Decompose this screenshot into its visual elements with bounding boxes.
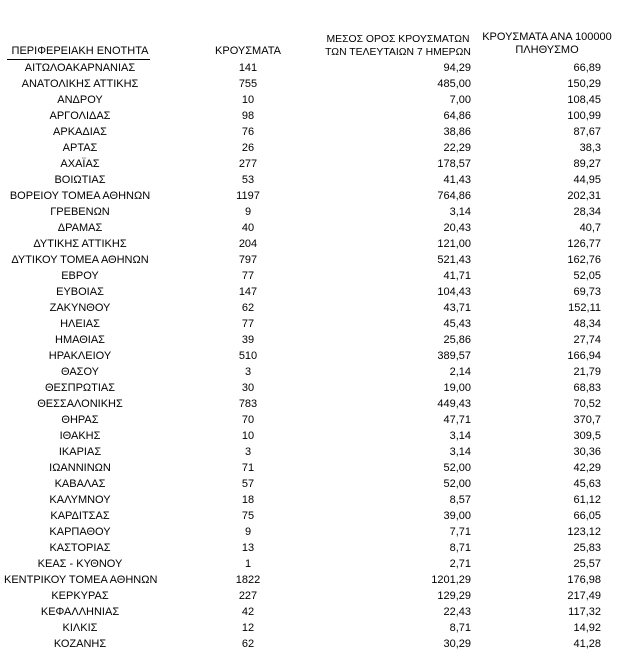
cell-regional-unit: ΚΕΦΑΛΛΗΝΙΑΣ <box>40 606 120 618</box>
cell-7day-average: 485,00 <box>437 78 471 90</box>
table-row <box>0 476 622 492</box>
table-row <box>0 124 622 140</box>
cell-cases-per-100000: 45,63 <box>573 478 601 490</box>
cell-regional-unit: ΒΟΙΩΤΙΑΣ <box>54 174 106 186</box>
cell-cases: 70 <box>241 414 255 426</box>
cell-7day-average: 8,71 <box>449 622 471 634</box>
cell-7day-average: 7,71 <box>449 526 471 538</box>
table-row <box>0 92 622 108</box>
table-row <box>0 76 622 92</box>
cell-cases-per-100000: 27,74 <box>573 334 601 346</box>
cell-cases-per-100000: 87,67 <box>573 126 601 138</box>
cell-7day-average: 30,29 <box>443 638 471 650</box>
cell-7day-average: 129,29 <box>437 590 471 602</box>
cell-cases: 510 <box>238 350 258 362</box>
table-row <box>0 460 622 476</box>
table-row <box>0 268 622 284</box>
cell-regional-unit: ΑΡΤΑΣ <box>62 142 98 154</box>
cell-cases-per-100000: 52,05 <box>573 270 601 282</box>
cell-cases-per-100000: 100,99 <box>567 110 601 122</box>
cell-7day-average: 25,86 <box>443 334 471 346</box>
cell-cases: 77 <box>241 270 255 282</box>
cell-7day-average: 1201,29 <box>431 574 471 586</box>
cell-regional-unit: ΚΑΣΤΟΡΙΑΣ <box>49 542 111 554</box>
cell-regional-unit: ΗΛΕΙΑΣ <box>60 318 100 330</box>
cell-cases: 98 <box>241 110 255 122</box>
cell-regional-unit: ΘΗΡΑΣ <box>61 414 99 426</box>
header-cases-per-100000 <box>470 31 622 57</box>
table-row <box>0 348 622 364</box>
cell-cases: 18 <box>241 494 255 506</box>
cell-cases: 13 <box>241 542 255 554</box>
cell-cases-per-100000: 61,12 <box>573 494 601 506</box>
cell-regional-unit: ΑΝΔΡΟΥ <box>57 94 103 106</box>
cell-cases-per-100000: 38,3 <box>579 142 601 154</box>
header-cases <box>206 45 290 58</box>
table-row <box>0 236 622 252</box>
header-cases-text: ΚΡΟΥΣΜΑΤΑ <box>215 45 281 57</box>
cell-cases-per-100000: 370,7 <box>573 414 601 426</box>
cell-cases: 3 <box>244 366 252 378</box>
cell-7day-average: 43,71 <box>443 302 471 314</box>
cell-regional-unit: ΑΡΚΑΔΙΑΣ <box>53 126 107 138</box>
header-7day-average-line2: ΤΩΝ ΤΕΛΕΥΤΑΙΩΝ 7 ΗΜΕΡΩΝ <box>325 47 471 58</box>
cell-cases: 40 <box>241 222 255 234</box>
cell-cases: 277 <box>238 158 258 170</box>
table-row <box>0 604 622 620</box>
cell-regional-unit: ΖΑΚΥΝΘΟΥ <box>49 302 111 314</box>
cell-cases-per-100000: 202,31 <box>567 190 601 202</box>
cell-7day-average: 3,14 <box>449 446 471 458</box>
cell-cases: 141 <box>238 62 258 74</box>
cell-cases: 42 <box>241 606 255 618</box>
cell-cases: 71 <box>241 462 255 474</box>
header-7day-average <box>316 33 480 59</box>
cell-regional-unit: ΙΚΑΡΙΑΣ <box>58 446 102 458</box>
cell-cases: 1197 <box>236 190 260 202</box>
cell-cases-per-100000: 150,29 <box>567 78 601 90</box>
cell-regional-unit: ΑΡΓΟΛΙΔΑΣ <box>49 110 111 122</box>
table-row <box>0 364 622 380</box>
table-row <box>0 444 622 460</box>
table-row <box>0 636 622 652</box>
cell-cases: 9 <box>244 206 252 218</box>
cell-cases-per-100000: 28,34 <box>573 206 601 218</box>
cell-cases-per-100000: 162,76 <box>567 254 601 266</box>
cell-7day-average: 94,29 <box>443 62 471 74</box>
cell-cases-per-100000: 25,57 <box>573 558 601 570</box>
table-row <box>0 380 622 396</box>
cell-7day-average: 8,71 <box>449 542 471 554</box>
cell-regional-unit: ΒΟΡΕΙΟΥ ΤΟΜΕΑ ΑΘΗΝΩΝ <box>9 190 151 202</box>
cell-7day-average: 104,43 <box>437 286 471 298</box>
cell-cases-per-100000: 166,94 <box>567 350 601 362</box>
cell-7day-average: 20,43 <box>443 222 471 234</box>
cell-7day-average: 45,43 <box>443 318 471 330</box>
cell-regional-unit: ΘΕΣΠΡΩΤΙΑΣ <box>44 382 116 394</box>
cell-cases-per-100000: 108,45 <box>567 94 601 106</box>
cell-regional-unit: ΘΑΣΟΥ <box>60 366 100 378</box>
cell-cases: 53 <box>241 174 255 186</box>
header-cases-per-100000-line1: ΚΡΟΥΣΜΑΤΑ ΑΝΑ 100000 <box>482 31 612 43</box>
cell-cases-per-100000: 40,7 <box>579 222 601 234</box>
cell-regional-unit: ΙΘΑΚΗΣ <box>59 430 101 442</box>
cell-cases: 755 <box>238 78 258 90</box>
cell-cases: 26 <box>241 142 255 154</box>
cell-7day-average: 41,43 <box>443 174 471 186</box>
cell-7day-average: 389,57 <box>437 350 471 362</box>
cell-cases-per-100000: 70,52 <box>573 398 601 410</box>
cell-cases-per-100000: 68,83 <box>573 382 601 394</box>
table-row <box>0 428 622 444</box>
cell-regional-unit: ΑΧΑΪΑΣ <box>60 158 100 170</box>
cell-cases: 1822 <box>235 574 261 586</box>
cell-cases-per-100000: 48,34 <box>573 318 601 330</box>
cell-7day-average: 2,14 <box>449 366 471 378</box>
cell-cases: 57 <box>241 478 255 490</box>
cell-cases: 75 <box>241 510 255 522</box>
cell-cases: 62 <box>241 638 255 650</box>
table-row <box>0 572 622 588</box>
cell-regional-unit: ΘΕΣΣΑΛΟΝΙΚΗΣ <box>37 398 123 410</box>
cell-cases-per-100000: 117,32 <box>568 606 601 618</box>
cell-cases-per-100000: 152,11 <box>568 302 601 314</box>
cell-cases-per-100000: 126,77 <box>567 238 601 250</box>
table-row <box>0 332 622 348</box>
table-row <box>0 284 622 300</box>
table-row <box>0 508 622 524</box>
cell-regional-unit: ΚΑΡΔΙΤΣΑΣ <box>50 510 110 522</box>
cell-regional-unit: ΚΙΛΚΙΣ <box>62 622 98 634</box>
cell-regional-unit: ΗΡΑΚΛΕΙΟΥ <box>48 350 112 362</box>
cell-cases: 10 <box>241 94 255 106</box>
cell-7day-average: 449,43 <box>437 398 471 410</box>
table-row <box>0 300 622 316</box>
table-row <box>0 524 622 540</box>
cell-cases-per-100000: 66,05 <box>573 510 601 522</box>
cell-cases-per-100000: 30,36 <box>573 446 601 458</box>
cell-cases: 1 <box>244 558 252 570</box>
header-cases-per-100000-line2: ΠΛΗΘΥΣΜΟ <box>515 44 579 56</box>
cell-cases-per-100000: 21,79 <box>573 366 601 378</box>
cell-cases-per-100000: 41,28 <box>573 638 601 650</box>
cell-cases: 227 <box>238 590 258 602</box>
cell-7day-average: 52,00 <box>443 462 471 474</box>
cell-7day-average: 64,86 <box>443 110 471 122</box>
cell-cases: 204 <box>238 238 258 250</box>
cell-7day-average: 47,71 <box>443 414 471 426</box>
cell-cases-per-100000: 66,89 <box>573 62 601 74</box>
table-row <box>0 188 622 204</box>
cell-7day-average: 41,71 <box>443 270 471 282</box>
table-body <box>0 60 622 652</box>
cell-regional-unit: ΗΜΑΘΙΑΣ <box>55 334 105 346</box>
cell-cases: 12 <box>241 622 255 634</box>
table-row <box>0 492 622 508</box>
cell-cases: 9 <box>244 526 252 538</box>
table-row <box>0 620 622 636</box>
cell-regional-unit: ΚΑΡΠΑΘΟΥ <box>49 526 111 538</box>
cell-cases: 77 <box>241 318 255 330</box>
cell-7day-average: 2,71 <box>449 558 471 570</box>
cell-regional-unit: ΚΕΑΣ - ΚΥΘΝΟΥ <box>37 558 123 570</box>
cell-cases-per-100000: 217,49 <box>567 590 601 602</box>
cell-cases-per-100000: 123,12 <box>567 526 601 538</box>
cell-7day-average: 52,00 <box>443 478 471 490</box>
cell-cases-per-100000: 14,92 <box>573 622 601 634</box>
cell-cases: 797 <box>238 254 258 266</box>
cell-cases-per-100000: 176,98 <box>567 574 601 586</box>
table-row <box>0 556 622 572</box>
cell-7day-average: 764,86 <box>437 190 471 202</box>
cell-7day-average: 39,00 <box>443 510 471 522</box>
header-regional-unit <box>4 45 156 58</box>
cell-cases-per-100000: 89,27 <box>573 158 601 170</box>
table-row <box>0 220 622 236</box>
cell-7day-average: 22,29 <box>443 142 471 154</box>
table-row <box>0 172 622 188</box>
cell-cases: 30 <box>241 382 255 394</box>
cell-regional-unit: ΚΕΡΚΥΡΑΣ <box>51 590 109 602</box>
cell-7day-average: 8,57 <box>449 494 471 506</box>
cell-cases: 62 <box>241 302 255 314</box>
table-row <box>0 540 622 556</box>
table-row <box>0 204 622 220</box>
cell-7day-average: 3,14 <box>449 206 471 218</box>
cell-regional-unit: ΕΥΒΟΙΑΣ <box>56 286 104 298</box>
cell-cases: 147 <box>238 286 258 298</box>
header-regional-unit-text: ΠΕΡΙΦΕΡΕΙΑΚΗ ΕΝΟΤΗΤΑ <box>11 45 149 57</box>
table-row <box>0 252 622 268</box>
cell-regional-unit: ΔΥΤΙΚΟΥ ΤΟΜΕΑ ΑΘΗΝΩΝ <box>11 254 149 266</box>
cell-cases-per-100000: 309,5 <box>573 430 601 442</box>
cell-7day-average: 178,57 <box>437 158 471 170</box>
cell-regional-unit: ΕΒΡΟΥ <box>61 270 99 282</box>
cell-7day-average: 3,14 <box>449 430 471 442</box>
header-7day-average-line1: ΜΕΣΟΣ ΟΡΟΣ ΚΡΟΥΣΜΑΤΩΝ <box>326 34 470 45</box>
cell-7day-average: 7,00 <box>449 94 471 106</box>
cell-regional-unit: ΓΡΕΒΕΝΩΝ <box>50 206 110 218</box>
cell-regional-unit: ΚΕΝΤΡΙΚΟΥ ΤΟΜΕΑ ΑΘΗΝΩΝ <box>4 574 158 586</box>
cell-cases-per-100000: 42,29 <box>573 462 601 474</box>
cell-7day-average: 38,86 <box>443 126 471 138</box>
table-row <box>0 108 622 124</box>
cell-regional-unit: ΙΩΑΝΝΙΝΩΝ <box>49 462 111 474</box>
cell-cases: 10 <box>241 430 255 442</box>
table-row <box>0 396 622 412</box>
cell-cases: 39 <box>241 334 255 346</box>
cell-regional-unit: ΚΑΒΑΛΑΣ <box>54 478 106 490</box>
table-row <box>0 60 622 76</box>
cell-cases: 783 <box>238 398 258 410</box>
table-row <box>0 140 622 156</box>
cell-cases-per-100000: 69,73 <box>573 286 601 298</box>
table-row <box>0 412 622 428</box>
cell-7day-average: 19,00 <box>443 382 471 394</box>
table-row <box>0 156 622 172</box>
cell-cases: 76 <box>241 126 255 138</box>
cell-cases-per-100000: 25,83 <box>573 542 601 554</box>
cell-regional-unit: ΚΟΖΑΝΗΣ <box>53 638 107 650</box>
cell-cases-per-100000: 44,95 <box>573 174 601 186</box>
cell-7day-average: 521,43 <box>437 254 471 266</box>
cell-7day-average: 121,00 <box>437 238 471 250</box>
cell-regional-unit: ΑΙΤΩΛΟΑΚΑΡΝΑΝΙΑΣ <box>24 62 136 74</box>
table-row <box>0 588 622 604</box>
cell-regional-unit: ΔΡΑΜΑΣ <box>57 222 103 234</box>
cell-regional-unit: ΚΑΛΥΜΝΟΥ <box>49 494 111 506</box>
cell-regional-unit: ΔΥΤΙΚΗΣ ΑΤΤΙΚΗΣ <box>33 238 127 250</box>
cell-regional-unit: ΑΝΑΤΟΛΙΚΗΣ ΑΤΤΙΚΗΣ <box>21 78 139 90</box>
table-row <box>0 316 622 332</box>
cell-7day-average: 22,43 <box>443 606 471 618</box>
cell-cases: 3 <box>244 446 252 458</box>
